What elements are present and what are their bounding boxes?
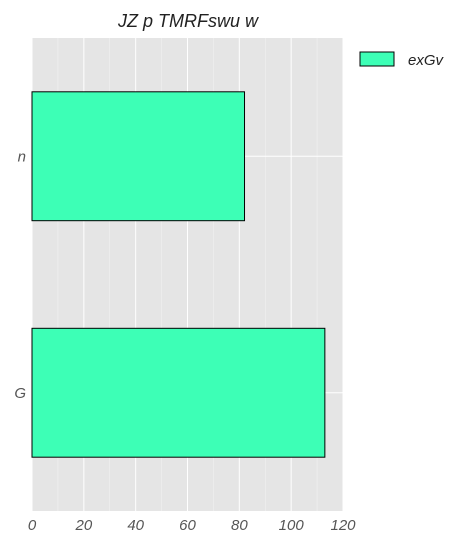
bar-n [32, 92, 245, 221]
y-tick-label: n [17, 148, 26, 166]
bar-g [32, 328, 325, 457]
x-tick-label: 100 [278, 517, 304, 534]
y-tick-label: G [14, 384, 26, 402]
x-axis-ticks [28, 517, 356, 534]
x-tick-label: 0 [27, 517, 37, 534]
chart-title: JZ p TMRFswu w [117, 11, 259, 31]
x-tick-label: 60 [179, 517, 196, 534]
y-axis-ticks [14, 148, 26, 402]
x-tick-label: 40 [127, 517, 145, 534]
legend-swatch [360, 52, 394, 66]
x-tick-label: 80 [230, 517, 248, 534]
x-tick-label: 120 [330, 517, 356, 534]
x-tick-label: 20 [75, 517, 93, 534]
legend-label: exGv [408, 52, 444, 69]
legend [360, 52, 445, 69]
